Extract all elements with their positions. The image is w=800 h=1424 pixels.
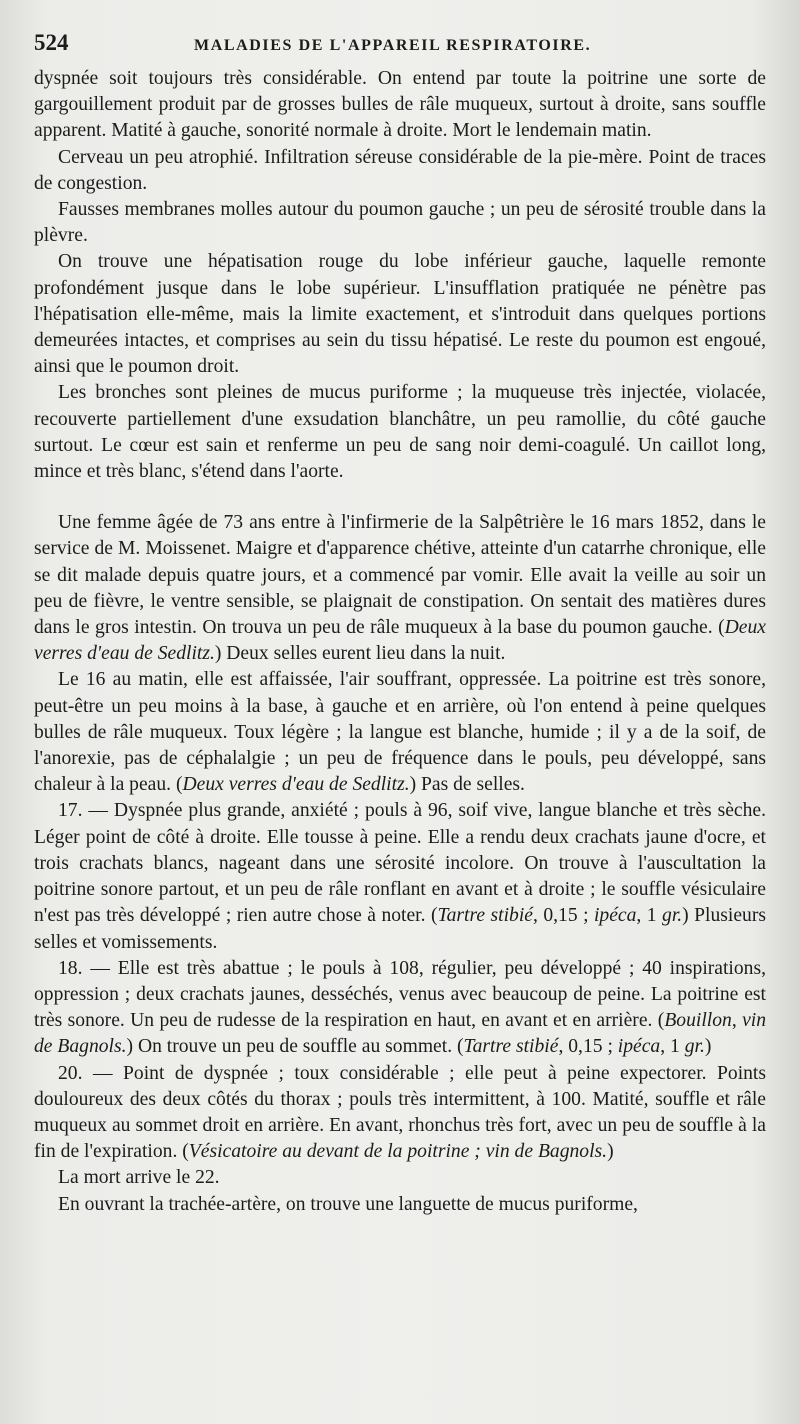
text-run: , 0,15 ; [532,905,594,927]
italic-text: ipéca [617,1036,661,1058]
text-run: Fausses membranes molles autour du poumon gauche ; un peu de sérosité trouble dans la plèvre. [34,199,766,247]
body-text [34,66,766,1218]
paragraph [34,1165,766,1191]
italic-text: Bouillon [664,1010,732,1032]
paragraph [34,667,766,798]
paragraph [34,66,766,145]
text-run: En ouvrant la trachée-artère, on trouve une languette de mucus puriforme, [58,1193,638,1215]
italic-text: vin de Bagnols. [34,1010,767,1058]
text-run: dyspnée soit toujours très considérable. On entend par toute la poitrine une sorte de gargouillement produit par de grosses bulles de râle muqueux, surtout à droite, sans souffle apparent. Matité à gauche, sonorité normale à droite. Mort le lendemain matin. [34,68,766,142]
paragraph [34,1061,766,1166]
text-run: ) Plusieurs selles et vomissements. [34,905,766,953]
text-run: ) [607,1141,614,1163]
italic-text: Deux verres d'eau de Sedlitz. [182,774,410,796]
text-run: ) Pas de selles. [409,774,525,796]
italic-text: Deux verres d'eau de Sedlitz. [34,617,766,665]
text-run: , 1 [636,905,663,927]
text-run: ) Deux selles eurent lieu dans la nuit. [214,643,506,665]
italic-text: gr. [684,1036,705,1058]
text-run: ) [704,1036,712,1058]
page-number: 524 [34,30,69,55]
paragraph [34,798,766,955]
text-run: On trouve une hépatisation rouge du lobe inférieur gauche, laquelle remonte profondément jusque dans le lobe supérieur. L'insufflation pratiquée ne pénètre pas l'hépatisation elle-même, mais la limite exactement, et s'introduit dans quelques portions demeurées intactes, et comprises au sein du tissu hépatisé. Le reste du poumon est engoué, ainsi que le poumon droit. [34,251,766,378]
text-run: 20. — Point de dyspnée ; toux considérable ; elle peut à peine expectorer. Points douloureux des deux côtés du thorax ; pouls très intermittent, à 100. Matité, souffle et râle muqueux au sommet droit en arrière. En avant, rhonchus très fort, avec un peu de souffle à la fin de l'expiration. ( [34,1062,766,1163]
paragraph [34,145,766,197]
text-run: Une femme âgée de 73 ans entre à l'infirmerie de la Salpêtrière le 16 mars 1852, dans le service de M. Moissenet. Maigre et d'apparence chétive, atteinte d'un catarrhe chronique, elle se dit malade depuis quatre jours, et a commencé par vomir. Elle avait la veille au soir un peu de fièvre, le ventre sensible, se plaignait de constipation. On sentait des matières dures dans le gros intestin. On trouva un peu de râle muqueux à la base du poumon gauche. ( [34,512,766,639]
text-run: , 0,15 ; [558,1036,618,1058]
paragraph [34,197,766,249]
italic-text: Vésicatoire au devant de la poitrine ; vin de Bagnols. [188,1141,608,1163]
italic-text: ipéca [593,905,637,927]
text-run: La mort arrive le 22. [58,1167,220,1189]
paragraph [34,956,766,1061]
text-run: ) On trouve un peu de souffle au sommet. ( [126,1036,464,1058]
italic-text: Tartre stibié [463,1036,559,1058]
text-run: Cerveau un peu atrophié. Infiltration séreuse considérable de la pie-mère. Point de traces de congestion. [34,146,766,194]
text-run: 17. — Dyspnée plus grande, anxiété ; pouls à 96, soif vive, langue blanche et très sèche. Léger point de côté à droite. Elle tousse à peine. Elle a rendu deux crachats jaune d'ocre, et trois crachats blancs, nageant dans une sérosité incolore. On trouve à l'auscultation la poitrine sonore partout, et un peu de râle ronflant en avant et à droite ; le souffle vésiculaire n'est pas très développé ; rien autre chose à noter. ( [34,800,766,927]
text-run: Les bronches sont pleines de mucus puriforme ; la muqueuse très injectée, violacée, recouverte partiellement d'une exsudation blanchâtre, un peu ramollie, du côté gauche surtout. Le cœur est sain et renferme un peu de sang noir demi-coagulé. Un caillot long, mince et très blanc, s'étend dans l'aorte. [34,382,766,483]
text-run: 18. — Elle est très abattue ; le pouls à 108, régulier, peu développé ; 40 inspirations, oppression ; deux crachats jaunes, desséchés, venus avec beaucoup de peine. La poitrine est très sonore. Un peu de rudesse de la respiration en haut, en avant et en arrière. ( [34,957,766,1032]
italic-text: gr. [662,905,683,927]
paragraph [34,380,766,485]
text-run: , 1 [660,1036,685,1058]
paragraph [34,1192,766,1218]
paragraph [34,510,766,667]
page-header [34,30,766,62]
paragraph [34,249,766,380]
text-run: , [731,1010,743,1032]
italic-text: Tartre stibié [437,905,533,927]
running-head: MALADIES DE L'APPAREIL RESPIRATOIRE. [194,37,592,54]
text-run: Le 16 au matin, elle est affaissée, l'air souffrant, oppressée. La poitrine est très sonore, peut-être un peu moins à la base, à gauche et en arrière, où l'on entend à peine quelques bulles de râle muqueux. Toux légère ; la langue est blanche, humide ; il y a de la soif, de l'anorexie, pas de céphalalgie ; un peu de fréquence dans le pouls, peu développé, sans chaleur à la peau. ( [34,669,766,796]
